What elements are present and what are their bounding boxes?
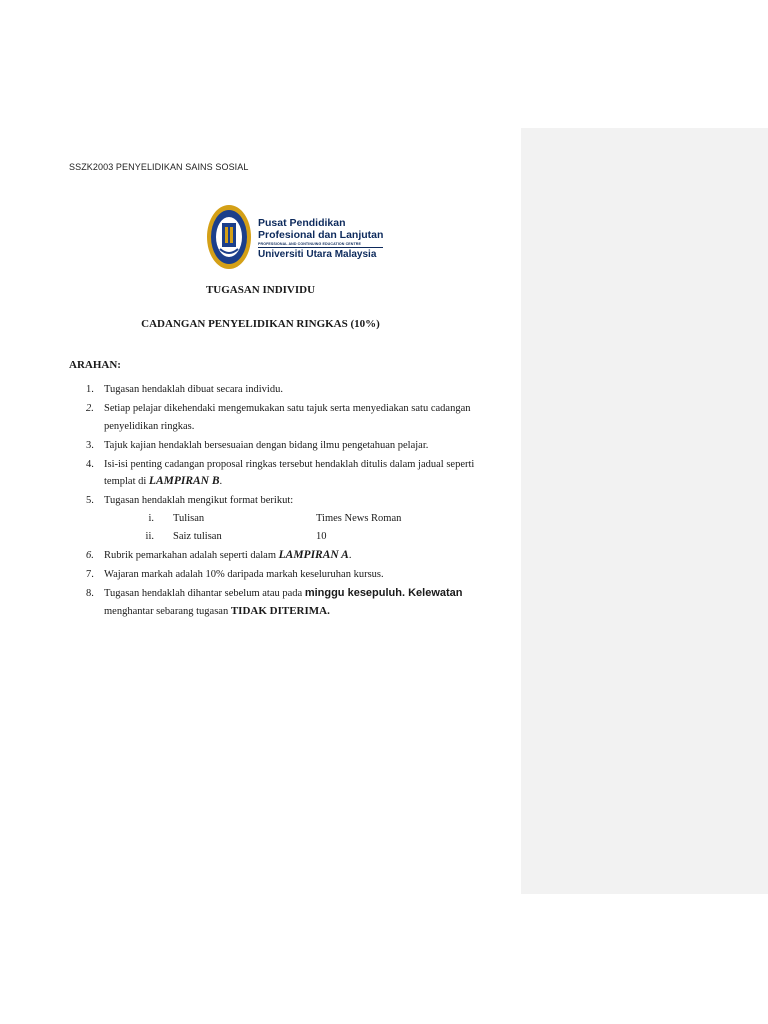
document-header: SSZK2003 PENYELIDIKAN SAINS SOSIAL	[69, 162, 249, 172]
list-item	[69, 400, 489, 435]
list-item-number: 3.	[86, 439, 94, 451]
list-item-text-end: .	[348, 550, 352, 561]
list-item-text: Tugasan hendaklah mengikut format berikut:	[104, 495, 294, 506]
list-item	[69, 456, 489, 491]
logo-line-2: Profesional dan Lanjutan	[258, 229, 384, 241]
sub-item-label: Saiz tulisan	[173, 530, 222, 542]
not-accepted-emphasis: TIDAK DITERIMA.	[230, 604, 330, 617]
list-item-text: Isi-isi penting cadangan proposal ringkas tersebut hendaklah ditulis dalam jadual seperti templat di	[104, 458, 475, 487]
list-item	[69, 547, 489, 565]
sub-item-number: ii.	[145, 530, 154, 542]
list-item-text: Tajuk kajian hendaklah bersesuaian dengan bidang ilmu pengetahuan pelajar.	[104, 439, 429, 451]
list-item	[69, 492, 489, 546]
list-item-text: Tugasan hendaklah dihantar sebelum atau pada	[104, 588, 305, 599]
list-item	[69, 585, 489, 620]
lampiran-b-reference: LAMPIRAN B	[148, 475, 220, 487]
logo-line-4: Universiti Utara Malaysia	[258, 247, 383, 261]
list-item-number: 6.	[86, 550, 94, 561]
list-item	[69, 437, 489, 455]
list-item-number: 4.	[86, 458, 94, 470]
uum-crest-icon	[206, 203, 252, 271]
list-item-number: 1.	[86, 384, 94, 395]
sub-item-value: 10	[316, 530, 327, 542]
document-subtitle: CADANGAN PENYELIDIKAN RINGKAS (10%)	[141, 318, 380, 330]
list-item-text: Wajaran markah adalah 10% daripada markah keseluruhan kursus.	[104, 569, 384, 580]
list-item-text-end: .	[219, 476, 223, 487]
logo-text	[258, 217, 383, 261]
sub-item-value: Times News Roman	[316, 512, 402, 524]
list-item-text: Rubrik pemarkahan adalah seperti dalam	[104, 550, 279, 561]
list-item	[69, 566, 489, 584]
deadline-emphasis: minggu kesepuluh. Kelewatan	[304, 587, 463, 599]
list-item-number: 5.	[86, 495, 94, 506]
format-row-font	[104, 510, 489, 528]
list-item	[69, 381, 489, 399]
list-item-number: 2.	[86, 403, 94, 414]
section-heading: ARAHAN:	[69, 359, 121, 371]
logo-line-1: Pusat Pendidikan	[258, 217, 346, 229]
list-item-text: Tugasan hendaklah dibuat secara individu.	[104, 384, 283, 395]
sub-item-label: Tulisan	[173, 512, 205, 524]
comment-pane	[521, 128, 768, 894]
list-item-text: Setiap pelajar dikehendaki mengemukakan satu tajuk serta menyediakan satu cadangan penyelidikan ringkas.	[104, 403, 471, 432]
logo-line-3: PROFESSIONAL AND CONTINUING EDUCATION CENTRE	[258, 242, 361, 246]
uum-logo	[206, 203, 384, 271]
lampiran-a-reference: LAMPIRAN A	[278, 549, 349, 561]
list-item-number: 7.	[86, 569, 94, 580]
sub-item-number: i.	[148, 512, 154, 524]
list-item-number: 8.	[86, 588, 94, 599]
instruction-list	[69, 381, 489, 622]
list-item-text-mid: menghantar sebarang tugasan	[104, 605, 231, 617]
document-title: TUGASAN INDIVIDU	[205, 284, 316, 296]
format-row-size	[104, 528, 489, 546]
